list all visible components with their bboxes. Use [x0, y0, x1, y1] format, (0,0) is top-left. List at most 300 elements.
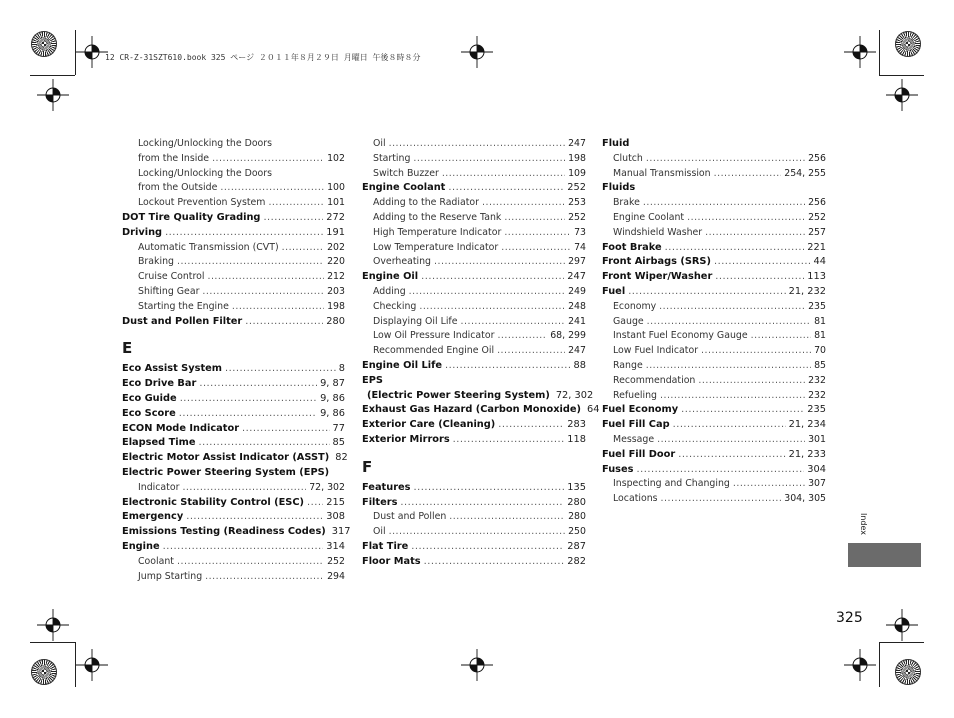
- index-subentry[interactable]: [602, 344, 826, 359]
- index-entry[interactable]: [122, 315, 345, 330]
- leader-dots: [733, 477, 805, 492]
- entry-text: Dust and Pollen Filter: [122, 315, 243, 327]
- index-subentry[interactable]: [362, 389, 594, 404]
- entry-page[interactable]: 254, 255: [784, 167, 826, 179]
- entry-page[interactable]: 256: [808, 197, 826, 209]
- entry-text: Brake: [613, 197, 640, 209]
- leader-dots: [199, 377, 317, 392]
- entry-page[interactable]: 317: [331, 526, 351, 538]
- registration-mark-icon: [461, 36, 493, 68]
- entry-page[interactable]: 9, 86: [320, 407, 345, 419]
- index-subentry[interactable]: [602, 433, 826, 448]
- index-subentry[interactable]: [602, 211, 826, 226]
- entry-page[interactable]: 74: [574, 241, 586, 253]
- leader-dots: [751, 329, 811, 344]
- entry-page[interactable]: 113: [807, 271, 826, 283]
- leader-dots: [646, 359, 811, 374]
- index-subentry[interactable]: [602, 329, 826, 344]
- entry-text: Front Wiper/Washer: [602, 271, 713, 283]
- index-subentry[interactable]: [602, 226, 826, 241]
- entry-page[interactable]: 81: [814, 315, 826, 327]
- entry-page[interactable]: 280: [326, 315, 345, 327]
- index-subentry[interactable]: [122, 570, 345, 585]
- entry-text: Filters: [362, 496, 398, 508]
- entry-page[interactable]: 21, 232: [788, 285, 826, 297]
- page-number: 325: [836, 610, 863, 626]
- section-letter: F: [362, 457, 373, 476]
- entry-page[interactable]: 235: [807, 404, 826, 416]
- entry-page[interactable]: 8: [338, 363, 345, 375]
- leader-dots: [409, 285, 565, 300]
- leader-dots: [419, 300, 565, 315]
- index-entry[interactable]: [362, 359, 586, 374]
- entry-text: Eco Score: [122, 407, 176, 419]
- leader-dots: [245, 315, 323, 330]
- index-subentry[interactable]: [362, 285, 586, 300]
- entry-page[interactable]: 9, 87: [320, 378, 345, 390]
- leader-dots: [637, 463, 805, 478]
- index-entry[interactable]: [602, 181, 826, 196]
- index-entry[interactable]: [602, 241, 826, 256]
- entry-text: Recommendation: [613, 374, 696, 386]
- entry-page[interactable]: 297: [568, 256, 586, 268]
- entry-text: Locking/Unlocking the Doors: [138, 138, 273, 149]
- entry-page[interactable]: 100: [327, 182, 345, 194]
- leader-dots: [678, 448, 785, 463]
- crop-mark: [75, 642, 76, 687]
- index-subentry[interactable]: [362, 152, 586, 167]
- index-entry[interactable]: [122, 466, 345, 481]
- entry-page[interactable]: 304, 305: [784, 493, 826, 505]
- entry-text: Recommended Engine Oil: [373, 345, 495, 357]
- index-entry[interactable]: [362, 418, 586, 433]
- crop-mark: [30, 75, 75, 76]
- index-subentry[interactable]: [362, 329, 586, 344]
- index-entry[interactable]: [122, 211, 345, 226]
- crop-mark: [879, 642, 880, 687]
- entry-page[interactable]: 235: [808, 300, 826, 312]
- leader-dots: [413, 152, 565, 167]
- entry-page[interactable]: 9, 86: [320, 392, 345, 404]
- leader-dots: [646, 152, 805, 167]
- entry-text: Fluid: [602, 138, 630, 149]
- entry-page[interactable]: 282: [567, 555, 586, 567]
- crop-mark: [879, 75, 924, 76]
- index-entry[interactable]: [602, 285, 826, 300]
- leader-dots: [389, 137, 566, 152]
- index-subentry[interactable]: [602, 315, 826, 330]
- crop-mark: [879, 642, 924, 643]
- entry-text: Economy: [613, 300, 657, 312]
- entry-page[interactable]: 252: [808, 211, 826, 223]
- color-target-icon: [895, 659, 921, 685]
- entry-page[interactable]: 135: [567, 481, 586, 493]
- side-tab-label: Index: [859, 512, 868, 536]
- entry-text: Overheating: [373, 256, 432, 268]
- entry-page[interactable]: 109: [568, 167, 586, 179]
- entry-text: Gauge: [613, 315, 644, 327]
- index-entry[interactable]: [122, 525, 351, 540]
- leader-dots: [177, 255, 324, 270]
- entry-page[interactable]: 283: [567, 419, 586, 431]
- crop-mark: [879, 30, 880, 75]
- leader-dots: [424, 555, 565, 570]
- index-subentry[interactable]: [362, 137, 586, 152]
- entry-page[interactable]: 294: [327, 570, 345, 582]
- leader-dots: [202, 285, 324, 300]
- entry-page[interactable]: 249: [568, 285, 586, 297]
- index-entry[interactable]: [362, 540, 586, 555]
- entry-page[interactable]: 247: [568, 138, 586, 149]
- index-entry[interactable]: [122, 496, 345, 511]
- entry-page[interactable]: 202: [327, 241, 345, 253]
- entry-page[interactable]: 253: [568, 197, 586, 209]
- entry-page[interactable]: 304: [807, 463, 826, 475]
- entry-text: Adding to the Reserve Tank: [373, 211, 502, 223]
- leader-dots: [504, 211, 565, 226]
- entry-text: Low Oil Pressure Indicator: [373, 330, 495, 342]
- leader-dots: [445, 359, 571, 374]
- entry-page[interactable]: 272: [326, 211, 345, 223]
- entry-text: Shifting Gear: [138, 285, 200, 297]
- index-entry[interactable]: [122, 436, 345, 451]
- entry-text: Indicator: [138, 481, 180, 493]
- index-subentry[interactable]: [362, 255, 586, 270]
- leader-dots: [673, 418, 786, 433]
- entry-text: Locking/Unlocking the Doors: [138, 167, 273, 179]
- entry-page[interactable]: 68, 299: [550, 330, 586, 342]
- index-subentry[interactable]: [362, 344, 586, 359]
- entry-page[interactable]: 81: [814, 330, 826, 342]
- entry-page[interactable]: 198: [568, 152, 586, 164]
- leader-dots: [225, 362, 336, 377]
- entry-text: Fluids: [602, 182, 636, 194]
- leader-dots: [698, 374, 805, 389]
- entry-text: Emissions Testing (Readiness Codes): [122, 526, 326, 538]
- entry-text: Low Temperature Indicator: [373, 241, 499, 253]
- entry-page[interactable]: 247: [568, 345, 586, 357]
- entry-page[interactable]: 21, 233: [788, 448, 826, 460]
- index-entry[interactable]: [122, 226, 345, 241]
- entry-page[interactable]: 247: [567, 271, 586, 283]
- color-target-icon: [31, 659, 57, 685]
- index-entry[interactable]: [122, 451, 348, 466]
- index-subentry[interactable]: [122, 481, 345, 496]
- index-subentry[interactable]: [602, 477, 826, 492]
- index-entry[interactable]: [362, 181, 586, 196]
- leader-dots: [498, 418, 564, 433]
- entry-text: Fuel Fill Door: [602, 448, 676, 460]
- index-entry[interactable]: [602, 463, 826, 478]
- leader-dots: [714, 167, 782, 182]
- entry-text: Automatic Transmission (CVT): [138, 241, 279, 253]
- leader-dots: [453, 433, 565, 448]
- entry-page[interactable]: 101: [327, 197, 345, 209]
- entry-text: Locations: [613, 493, 658, 505]
- entry-page[interactable]: 232: [808, 374, 826, 386]
- entry-text: Displaying Oil Life: [373, 315, 458, 327]
- entry-page[interactable]: 70: [814, 345, 826, 357]
- leader-dots: [177, 555, 324, 570]
- index-entry[interactable]: [122, 377, 345, 392]
- color-target-icon: [31, 31, 57, 57]
- index-subentry[interactable]: [122, 555, 345, 570]
- entry-text: Fuel: [602, 285, 626, 297]
- index-subentry[interactable]: [362, 300, 586, 315]
- index-entry[interactable]: [362, 481, 586, 496]
- index-entry[interactable]: [602, 448, 826, 463]
- section-letter: E: [122, 339, 133, 358]
- entry-page[interactable]: 198: [327, 300, 345, 312]
- entry-page[interactable]: 220: [327, 256, 345, 268]
- index-entry[interactable]: [602, 270, 826, 285]
- leader-dots: [497, 344, 565, 359]
- leader-dots: [411, 540, 564, 555]
- entry-page[interactable]: 252: [568, 211, 586, 223]
- entry-page[interactable]: 85: [332, 437, 345, 449]
- entry-page[interactable]: 280: [568, 511, 586, 523]
- leader-dots: [501, 241, 571, 256]
- entry-page[interactable]: 73: [574, 226, 586, 238]
- index-subentry[interactable]: [122, 300, 345, 315]
- entry-text: Engine Coolant: [613, 211, 685, 223]
- entry-page[interactable]: 191: [326, 226, 345, 238]
- entry-page[interactable]: 215: [326, 496, 345, 508]
- index-subentry[interactable]: [362, 315, 586, 330]
- entry-page[interactable]: 314: [326, 540, 345, 552]
- index-subentry[interactable]: [602, 196, 826, 211]
- index-entry[interactable]: [122, 392, 345, 407]
- leader-dots: [220, 181, 324, 196]
- index-subentry[interactable]: [122, 137, 345, 152]
- entry-page[interactable]: 64: [587, 404, 600, 416]
- index-entry[interactable]: [602, 403, 826, 418]
- leader-dots: [421, 270, 564, 285]
- entry-text: Range: [613, 359, 643, 371]
- entry-text: Foot Brake: [602, 241, 662, 253]
- leader-dots: [687, 211, 805, 226]
- index-entry[interactable]: [602, 137, 826, 152]
- leader-dots: [414, 481, 565, 496]
- entry-text: Starting: [373, 152, 411, 164]
- leader-dots: [434, 255, 565, 270]
- entry-page[interactable]: 250: [568, 526, 586, 538]
- leader-dots: [212, 152, 324, 167]
- entry-text: Elapsed Time: [122, 437, 196, 449]
- entry-text: from the Inside: [138, 152, 210, 164]
- entry-text: Oil: [373, 138, 386, 149]
- entry-text: High Temperature Indicator: [373, 226, 502, 238]
- index-entry[interactable]: [362, 374, 586, 389]
- registration-mark-icon: [844, 649, 876, 681]
- leader-dots: [232, 300, 324, 315]
- entry-page[interactable]: 248: [568, 300, 586, 312]
- entry-text: Braking: [138, 256, 174, 268]
- entry-text: DOT Tire Quality Grading: [122, 211, 261, 223]
- index-entry[interactable]: [602, 418, 826, 433]
- index-subentry[interactable]: [122, 196, 345, 211]
- index-entry[interactable]: [362, 496, 586, 511]
- registration-mark-icon: [37, 79, 69, 111]
- registration-mark-icon: [461, 649, 493, 681]
- entry-text: ECON Mode Indicator: [122, 422, 240, 434]
- index-column-2: [362, 137, 600, 570]
- entry-text: Fuel Fill Cap: [602, 419, 670, 431]
- leader-dots: [715, 270, 804, 285]
- index-subentry[interactable]: [602, 374, 826, 389]
- index-subentry[interactable]: [362, 510, 586, 525]
- entry-text: Exterior Care (Cleaning): [362, 419, 496, 431]
- entry-page[interactable]: 232: [808, 389, 826, 401]
- entry-page[interactable]: 221: [807, 241, 826, 253]
- entry-text: Checking: [373, 300, 417, 312]
- index-subentry[interactable]: [122, 167, 345, 182]
- entry-page[interactable]: 77: [332, 422, 345, 434]
- entry-page[interactable]: 82: [335, 452, 348, 464]
- index-subentry[interactable]: [602, 359, 826, 374]
- leader-dots: [628, 285, 785, 300]
- index-subentry[interactable]: [362, 241, 586, 256]
- entry-text: Engine Oil Life: [362, 359, 443, 371]
- entry-text: Driving: [122, 226, 163, 238]
- index-subentry[interactable]: [122, 270, 345, 285]
- index-subentry[interactable]: [122, 241, 345, 256]
- index-subentry[interactable]: [602, 167, 826, 182]
- index-entry[interactable]: [362, 403, 600, 418]
- leader-dots: [643, 196, 805, 211]
- entry-page[interactable]: 44: [813, 256, 826, 268]
- entry-page[interactable]: 118: [567, 433, 586, 445]
- entry-page[interactable]: 212: [327, 271, 345, 283]
- entry-text: Exterior Mirrors: [362, 433, 450, 445]
- leader-dots: [400, 496, 564, 511]
- index-subentry[interactable]: [362, 196, 586, 211]
- entry-text: Refueling: [613, 389, 657, 401]
- index-subentry[interactable]: [122, 152, 345, 167]
- entry-text: Electric Power Steering System (EPS): [122, 466, 330, 478]
- index-subentry[interactable]: [122, 181, 345, 196]
- index-subentry[interactable]: [602, 389, 826, 404]
- entry-page[interactable]: 241: [568, 315, 586, 327]
- entry-text: Coolant: [138, 555, 174, 567]
- entry-page[interactable]: 307: [808, 478, 826, 490]
- entry-page[interactable]: 88: [573, 359, 586, 371]
- entry-text: Low Fuel Indicator: [613, 345, 699, 357]
- leader-dots: [186, 510, 323, 525]
- leader-dots: [659, 300, 805, 315]
- leader-dots: [179, 407, 317, 422]
- entry-page[interactable]: 287: [567, 540, 586, 552]
- entry-page[interactable]: 21, 234: [788, 419, 826, 431]
- leader-dots: [442, 167, 565, 182]
- index-subentry[interactable]: [362, 167, 586, 182]
- leader-dots: [461, 315, 566, 330]
- entry-page[interactable]: 252: [567, 182, 586, 194]
- index-entry[interactable]: [122, 510, 345, 525]
- entry-page[interactable]: 280: [567, 496, 586, 508]
- index-entry[interactable]: [362, 433, 586, 448]
- entry-page[interactable]: 308: [326, 511, 345, 523]
- entry-text: Adding to the Radiator: [373, 197, 480, 209]
- entry-page[interactable]: 256: [808, 152, 826, 164]
- registration-mark-icon: [886, 79, 918, 111]
- index-entry[interactable]: [122, 540, 345, 555]
- entry-text: Engine Coolant: [362, 182, 446, 194]
- leader-dots: [307, 496, 323, 511]
- entry-text: Engine: [122, 540, 160, 552]
- entry-text: Front Airbags (SRS): [602, 256, 711, 268]
- registration-mark-icon: [76, 649, 108, 681]
- index-tab[interactable]: [848, 543, 921, 567]
- registration-mark-icon: [37, 609, 69, 641]
- leader-dots: [198, 436, 329, 451]
- entry-text: Electronic Stability Control (ESC): [122, 496, 305, 508]
- index-subentry[interactable]: [602, 152, 826, 167]
- registration-mark-icon: [886, 609, 918, 641]
- color-target-icon: [895, 31, 921, 57]
- index-subentry[interactable]: [362, 226, 586, 241]
- entry-text: Eco Guide: [122, 392, 177, 404]
- index-entry[interactable]: [122, 422, 345, 437]
- entry-page[interactable]: 257: [808, 226, 826, 238]
- entry-page[interactable]: 72, 302: [555, 389, 594, 401]
- leader-dots: [242, 422, 330, 437]
- entry-page[interactable]: 203: [327, 285, 345, 297]
- entry-text: Eco Drive Bar: [122, 378, 197, 390]
- entry-text: Fuel Economy: [602, 404, 679, 416]
- index-subentry[interactable]: [602, 300, 826, 315]
- entry-text: Jump Starting: [138, 570, 203, 582]
- leader-dots: [497, 329, 547, 344]
- entry-page[interactable]: 102: [327, 152, 345, 164]
- index-entry[interactable]: [362, 270, 586, 285]
- entry-page[interactable]: 301: [808, 433, 826, 445]
- entry-text: Fuses: [602, 463, 634, 475]
- index-entry[interactable]: [362, 555, 586, 570]
- entry-text: Cruise Control: [138, 271, 205, 283]
- entry-text: from the Outside: [138, 182, 218, 194]
- entry-text: Eco Assist System: [122, 363, 222, 375]
- index-subentry[interactable]: [122, 255, 345, 270]
- index-subentry[interactable]: [122, 285, 345, 300]
- index-subentry[interactable]: [362, 211, 586, 226]
- leader-dots: [448, 181, 564, 196]
- leader-dots: [389, 525, 566, 540]
- index-column-1: [122, 137, 351, 584]
- entry-page[interactable]: 85: [814, 359, 826, 371]
- leader-dots: [504, 226, 571, 241]
- entry-text: Lockout Prevention System: [138, 197, 266, 209]
- leader-dots: [661, 492, 782, 507]
- index-entry[interactable]: [122, 362, 345, 377]
- leader-dots: [282, 241, 324, 256]
- entry-page[interactable]: 72, 302: [309, 481, 345, 493]
- entry-text: Oil: [373, 526, 386, 538]
- index-entry[interactable]: [602, 255, 826, 270]
- index-entry[interactable]: [122, 407, 345, 422]
- entry-text: Flat Tire: [362, 540, 409, 552]
- leader-dots: [163, 540, 324, 555]
- leader-dots: [701, 344, 811, 359]
- leader-dots: [705, 226, 805, 241]
- index-subentry[interactable]: [602, 492, 826, 507]
- index-subentry[interactable]: [362, 525, 586, 540]
- entry-text: Clutch: [613, 152, 643, 164]
- leader-dots: [180, 392, 317, 407]
- entry-text: Exhaust Gas Hazard (Carbon Monoxide): [362, 404, 582, 416]
- entry-page[interactable]: 252: [327, 555, 345, 567]
- index-column-3: [602, 137, 826, 507]
